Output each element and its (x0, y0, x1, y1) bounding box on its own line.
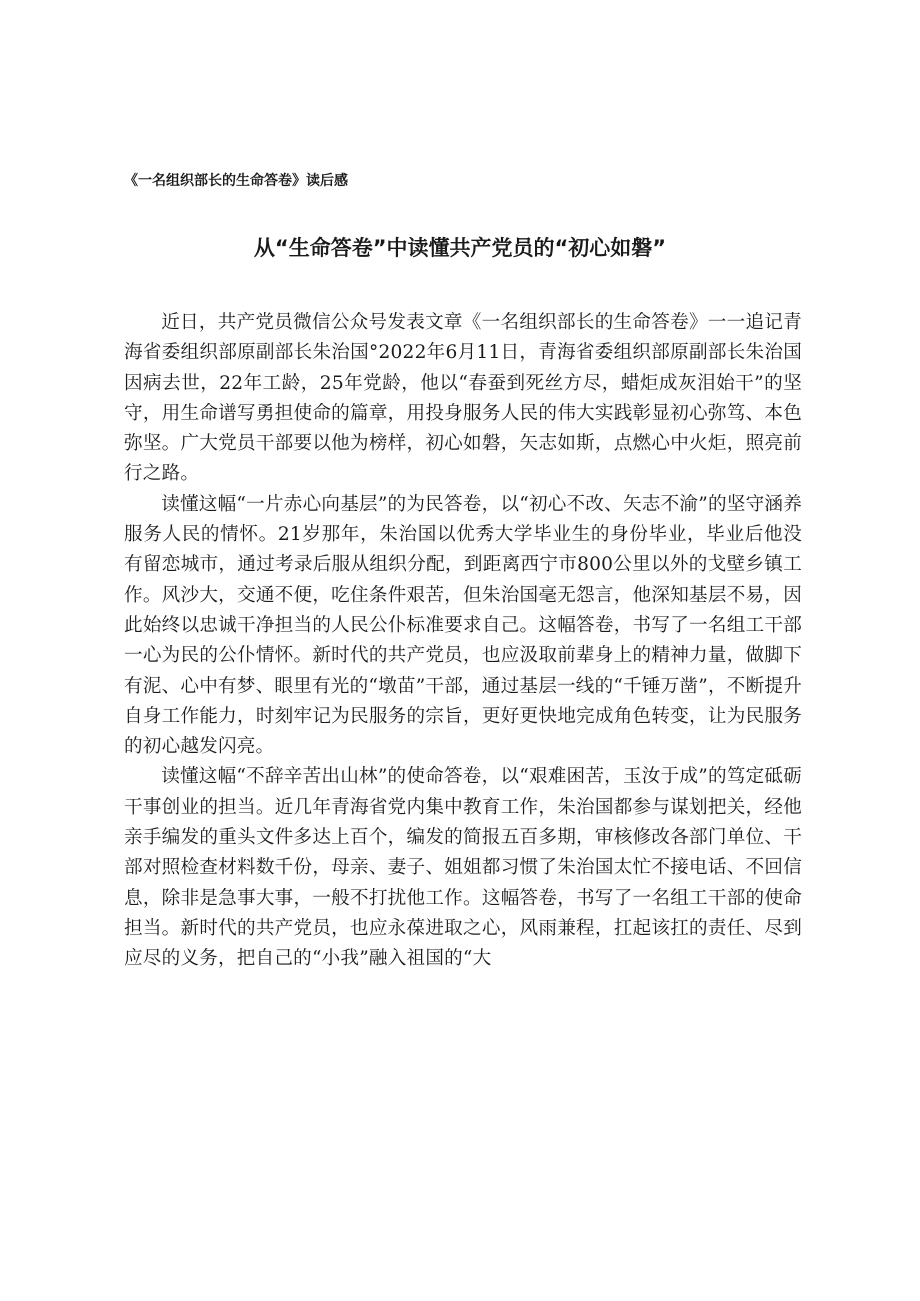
paragraph-2: 读懂这幅“一片赤心向基层”的为民答卷，以“初心不改、矢志不渝”的坚守涵养服务人民的情怀。21岁那年，朱治国以优秀大学毕业生的身份毕业，毕业后他没有留恋城市，通过考录后服从组织分配，到距离西宁市800公里以外的戈壁乡镇工作。风沙大，交通不便，吃住条件艰苦，但朱治国毫无怨言，他深知基层不易，因此始终以忠诚干净担当的人民公仆标准要求自己。这幅答卷，书写了一名组工干部一心为民的公仆情怀。新时代的共产党员，也应汲取前辈身上的精神力量，做脚下有泥、心中有梦、眼里有光的“墩苗”干部，通过基层一线的“千锤万凿”，不断提升自身工作能力，时刻牢记为民服务的宗旨，更好更快地完成角色转变，让为民服务的初心越发闪亮。 (124, 493, 802, 758)
paragraph-1: 近日，共产党员微信公众号发表文章《一名组织部长的生命答卷》一一追记青海省委组织部原副部长朱治国°2022年6月11日，青海省委组织部原副部长朱治国因病去世，22年工龄，25年党龄，他以“春蚕到死丝方尽，蜡炬成灰泪始干”的坚守，用生命谱写勇担使命的篇章，用投身服务人民的伟大实践彰显初心弥笃、本色弥坚。广大党员干部要以他为榜样，初心如磐，矢志如斯，点燃心中火炬，照亮前行之路。 (124, 312, 802, 485)
document-title: 从“生命答卷”中读懂共产党员的“初心如磐” (253, 236, 667, 260)
document-body (124, 308, 802, 975)
paragraph-3: 读懂这幅“不辞辛苦出山林”的使命答卷，以“艰难困苦，玉汝于成”的笃定砥砺干事创业的担当。近几年青海省党内集中教育工作，朱治国都参与谋划把关，经他亲手编发的重头文件多达上百个，编发的简报五百多期，审核修改各部门单位、干部对照检查材料数千份，母亲、妻子、姐姐都习惯了朱治国太忙不接电话、不回信息，除非是急事大事，一般不打扰他工作。这幅答卷，书写了一名组工干部的使命担当。新时代的共产党员，也应永葆进取之心，风雨兼程，扛起该扛的责任、尽到应尽的义务，把自己的“小我”融入祖国的“大 (124, 766, 802, 970)
document-subtitle: 《一名组织部长的生命答卷》读后感 (124, 173, 348, 189)
